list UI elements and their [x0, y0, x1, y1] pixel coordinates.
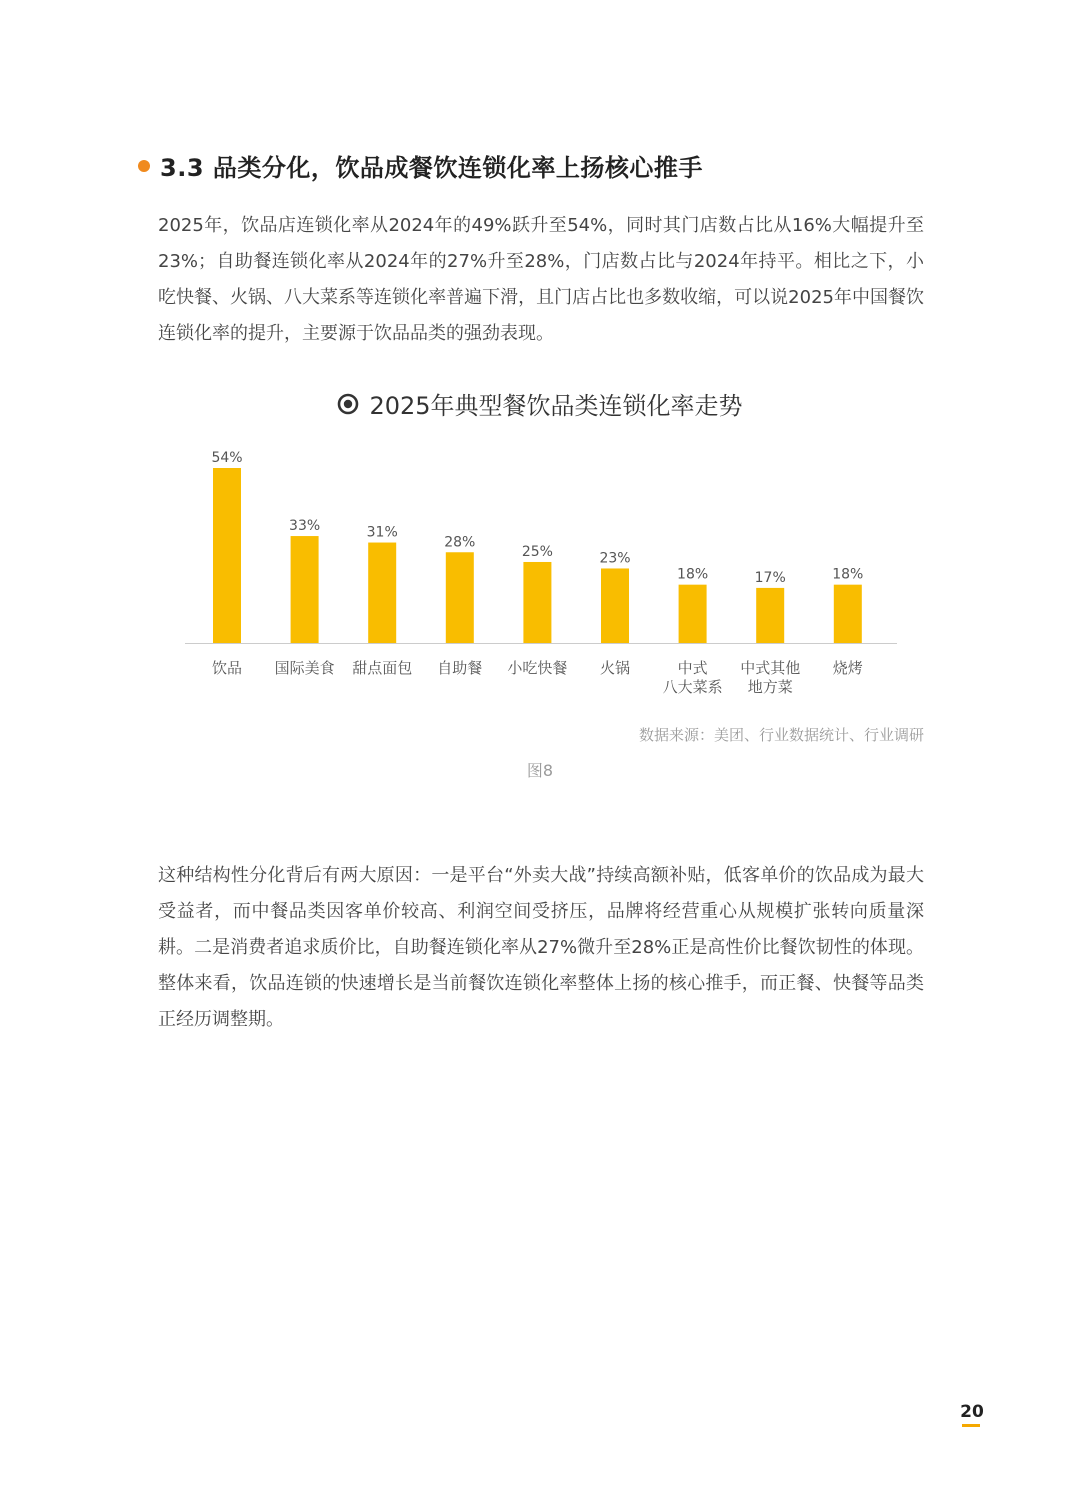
- data-label: 28%: [444, 534, 476, 551]
- data-label: 25%: [521, 543, 553, 560]
- orange-dot-icon: [138, 160, 150, 172]
- target-icon: [337, 393, 359, 415]
- data-label: 18%: [832, 566, 864, 583]
- bar: [368, 543, 396, 643]
- data-label: 18%: [677, 566, 709, 583]
- data-label: 17%: [754, 569, 786, 586]
- section-heading: [138, 148, 703, 183]
- data-label: 33%: [289, 518, 321, 535]
- bar: [446, 552, 474, 643]
- category-label: 八大菜系: [662, 678, 723, 696]
- category-label: 烧烤: [832, 659, 863, 677]
- section-title: 3.3 品类分化，饮品成餐饮连锁化率上扬核心推手: [160, 154, 703, 182]
- category-label: 甜点面包: [352, 659, 413, 677]
- body-paragraph-1: 2025年，饮品店连锁化率从2024年的49%跃升至54%，同时其门店数占比从16%大幅提升至23%；自助餐连锁化率从2024年的27%升至28%，门店数占比与2024年持平。相比之下，小吃快餐、火锅、八大菜系等连锁化率普遍下滑，且门店占比也多数收缩，可以说2025年中国餐饮连锁化率的提升，主要源于饮品品类的强劲表现。: [158, 215, 924, 344]
- body-paragraph-2: 这种结构性分化背后有两大原因：一是平台“外卖大战”持续高额补贴，低客单价的饮品成为最大受益者，而中餐品类因客单价较高、利润空间受挤压，品牌将经营重心从规模扩张转向质量深耕。二是消费者追求质价比，自助餐连锁化率从27%微升至28%正是高性价比餐饮韧性的体现。整体来看，饮品连锁的快速增长是当前餐饮连锁化率整体上扬的核心推手，而正餐、快餐等品类正经历调整期。: [158, 865, 924, 1030]
- category-label: 国际美食: [274, 659, 335, 677]
- bar: [213, 468, 241, 643]
- chart-title: [0, 386, 1080, 421]
- chart-title-text: 2025年典型餐饮品类连锁化率走势: [369, 392, 743, 420]
- data-label: 23%: [599, 550, 631, 567]
- category-label: 饮品: [211, 659, 243, 677]
- category-label: 中式其他: [740, 659, 801, 677]
- bar: [291, 536, 319, 643]
- category-label: 中式: [677, 659, 708, 677]
- data-label: 31%: [366, 524, 398, 541]
- bar-chart: [0, 440, 1080, 710]
- category-label: 地方菜: [747, 678, 793, 696]
- data-label: 54%: [211, 450, 243, 466]
- figure-label: 图8: [526, 761, 554, 780]
- page-number: 20: [960, 1402, 984, 1422]
- bar: [523, 562, 551, 643]
- category-label: 自助餐: [437, 659, 483, 677]
- bar: [756, 588, 784, 643]
- bar: [601, 568, 629, 643]
- chart-source: 数据来源：美团、行业数据统计、行业调研: [638, 726, 924, 744]
- page-number-underline: [962, 1424, 980, 1427]
- bar: [679, 585, 707, 643]
- category-label: 小吃快餐: [507, 659, 568, 677]
- bar: [834, 585, 862, 643]
- category-label: 火锅: [599, 659, 631, 677]
